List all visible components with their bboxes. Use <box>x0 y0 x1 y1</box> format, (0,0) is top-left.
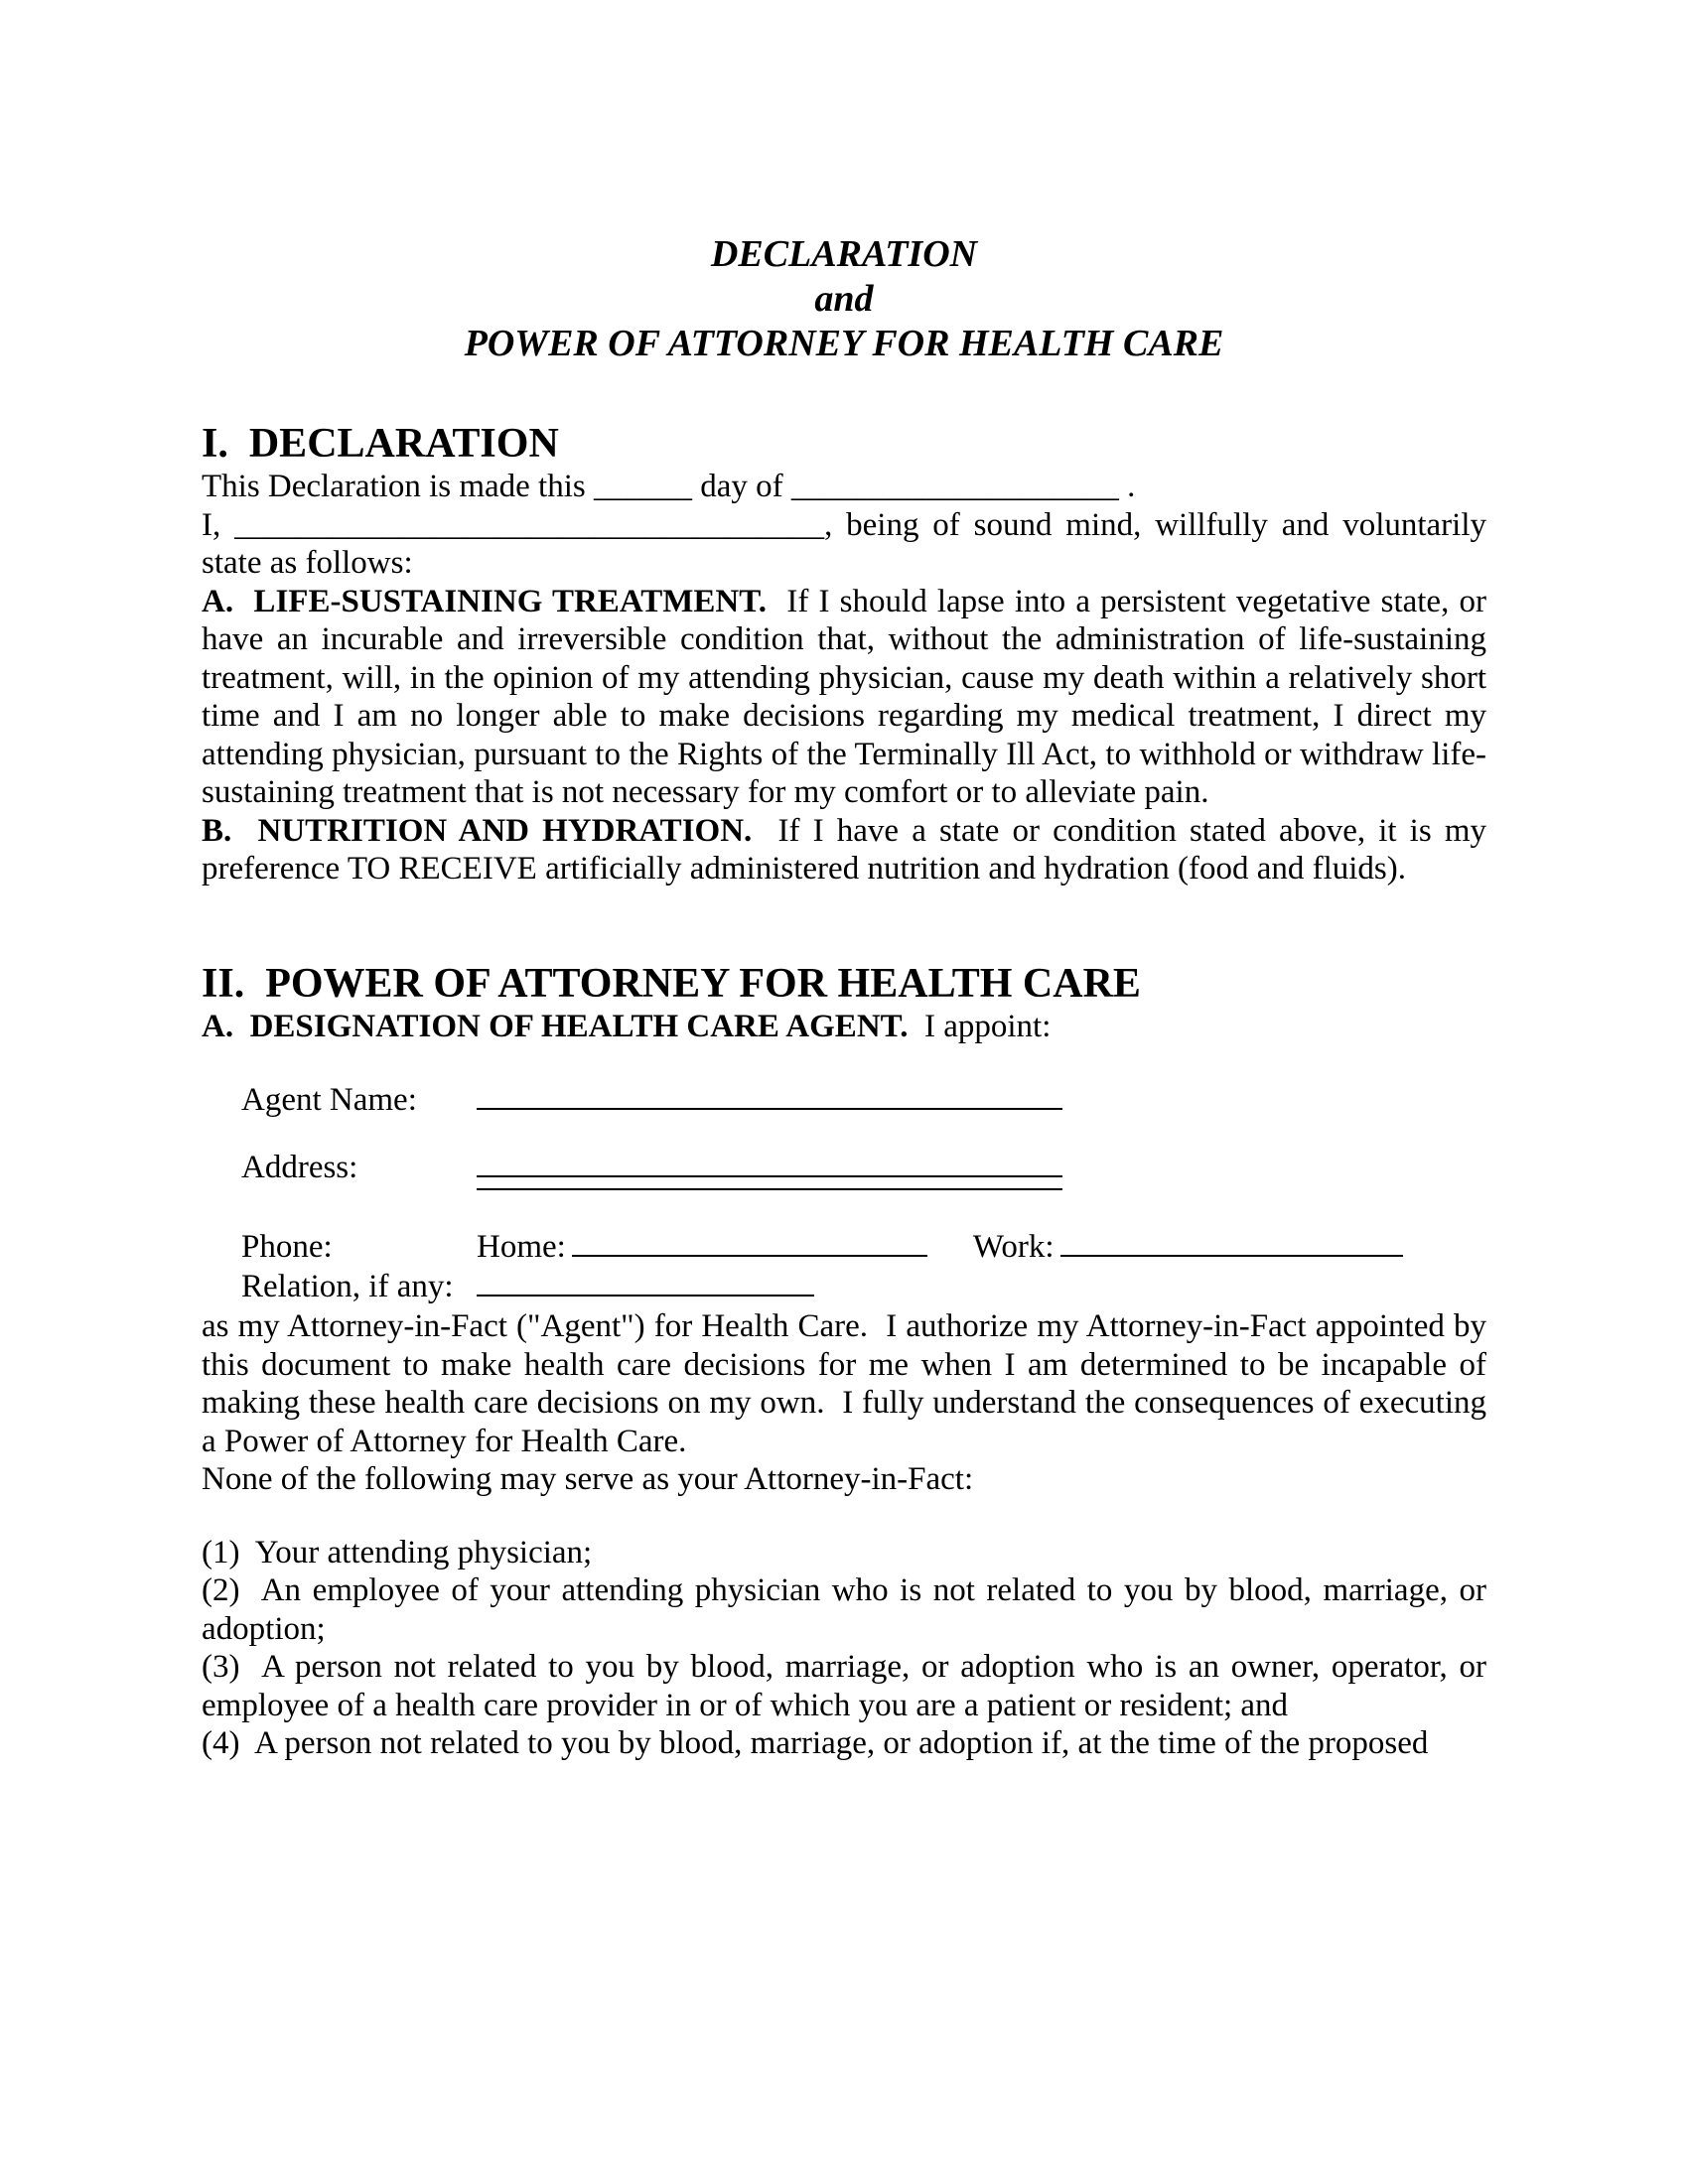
phone-work-field[interactable] <box>1060 1255 1403 1257</box>
restrictions-list <box>202 1534 1495 1763</box>
section-heading-declaration: I. DECLARATION <box>202 421 559 467</box>
relation-label: Relation, if any: <box>241 1269 454 1304</box>
relation-row <box>241 1268 1486 1307</box>
phone-home-label: Home: <box>477 1229 566 1265</box>
document-title <box>202 0 1486 366</box>
clause-nutrition-hydration <box>202 812 1495 888</box>
phone-row <box>241 1228 1486 1268</box>
intro-paragraph <box>202 468 1486 583</box>
address-label: Address: <box>241 1150 358 1185</box>
agent-name-row <box>241 1081 1486 1121</box>
clause-b-text: If I have a state or condition stated above, it is my preference TO RECEIVE artificially administered nutrition and hydration (food and fluids). <box>202 812 1495 887</box>
clause-iia-text: I appoint: <box>908 1008 1052 1044</box>
restriction-item-1: (1) Your attending physician; <box>202 1534 593 1570</box>
section-heading-power-of-attorney: II. POWER OF ATTORNEY FOR HEALTH CARE <box>202 960 1141 1007</box>
restrictions-intro: None of the following may serve as your Attorney-in-Fact: <box>202 1461 974 1497</box>
address-row-2 <box>241 1188 1486 1228</box>
agent-name-field[interactable] <box>477 1108 1062 1110</box>
clause-a-label: A. LIFE-SUSTAINING TREATMENT. <box>202 583 768 619</box>
clause-b-label: B. NUTRITION AND HYDRATION. <box>202 812 753 849</box>
agent-designation-form <box>202 1081 1486 1307</box>
address-field-line1[interactable] <box>477 1175 1062 1177</box>
phone-label: Phone: <box>241 1229 333 1265</box>
intro-line-3: state as follows: <box>202 545 413 581</box>
intro-line-2: I, ____________________________________, being of sound mind, willfully and voluntarily <box>202 506 1486 543</box>
restriction-item-4: (4) A person not related to you by blood, marriage, or adoption if, at the time of the proposed <box>202 1725 1429 1761</box>
address-row <box>241 1149 1486 1188</box>
appointment-paragraph: as my Attorney-in-Fact ("Agent") for Health Care. I authorize my Attorney-in-Fact appointed by this document to make health care decisions for me when I am determined to be incapable of making these health care decisions on my own. I fully understand the consequences of executing a Power of Attorney for Health Care. <box>202 1308 1495 1459</box>
title-line-2: and <box>814 278 874 320</box>
title-line-3: POWER OF ATTORNEY FOR HEALTH CARE <box>464 323 1224 364</box>
intro-line-1: This Declaration is made this ______ day of ____________________ . <box>202 469 1136 504</box>
clause-designation-of-agent <box>202 1008 1486 1046</box>
phone-home-field[interactable] <box>572 1255 927 1257</box>
clause-a-text: If I should lapse into a persistent vegetative state, or have an incurable and irreversible condition that, without the administration of life-sustaining treatment, will, in the opinion of my attending physician, cause my death within a relatively short time and I am no longer able to make decisions regarding my medical treatment, I direct my attending physician, pursuant to the Rights of the Terminally Ill Act, to withhold or withdraw life-sustaining treatment that is not necessary for my comfort or to alleviate pain. <box>202 583 1495 810</box>
restriction-item-3: (3) A person not related to you by blood, marriage, or adoption who is an owner, operator, or employee of a health care provider in or of which you are a patient or resident; and <box>202 1649 1495 1723</box>
clause-iia-label: A. DESIGNATION OF HEALTH CARE AGENT. <box>202 1008 909 1044</box>
restriction-item-2: (2) An employee of your attending physician who is not related to you by blood, marriage, or adoption; <box>202 1572 1495 1647</box>
title-line-1: DECLARATION <box>710 233 978 275</box>
clause-life-sustaining-treatment <box>202 583 1495 812</box>
phone-work-label: Work: <box>972 1229 1055 1265</box>
agent-name-label: Agent Name: <box>241 1082 417 1118</box>
relation-field[interactable] <box>477 1295 814 1297</box>
address-field-line2[interactable] <box>477 1188 1062 1190</box>
